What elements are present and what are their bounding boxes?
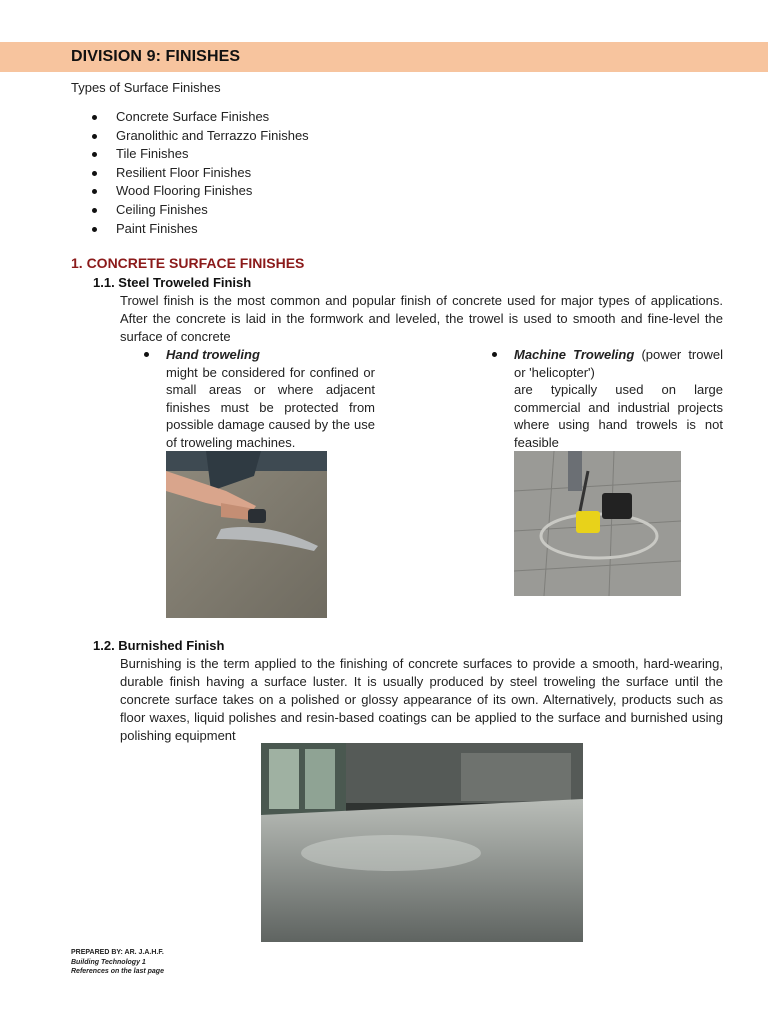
list-item: Granolithic and Terrazzo Finishes <box>90 127 309 146</box>
subheading-burnished: 1.2. Burnished Finish <box>93 638 225 653</box>
machine-troweling-aside: (power trowel or 'helicopter') <box>514 347 724 380</box>
bullet-icon <box>144 352 149 357</box>
footer-prepared-by: PREPARED BY: AR. J.A.H.F. <box>71 949 164 956</box>
machine-troweling-term: Machine Troweling <box>514 347 635 362</box>
list-item: Wood Flooring Finishes <box>90 182 309 201</box>
hand-troweling-term: Hand troweling <box>166 347 260 362</box>
hand-troweling-text: might be considered for confined or small areas or where adjacent finishes must be protected from possible damage caused by the use of troweling machines. <box>166 364 375 450</box>
finish-types-list <box>90 108 309 238</box>
hand-troweling-heading <box>166 346 375 364</box>
paragraph-burnished: Burnishing is the term applied to the finishing of concrete surfaces to provide a smooth, hard-wearing, durable finish having a surface luster. It is usually produced by steel troweling the surface until the concrete surface takes on a polished or glossy appearance of its own. Alternatively, products such as floor waxes, liquid polishes and resin-based coatings can be applied to the surface and burnished using polishing equipment <box>120 656 723 743</box>
list-item: Resilient Floor Finishes <box>90 164 309 183</box>
bullet-icon <box>492 352 497 357</box>
machine-troweling-photo <box>514 451 681 596</box>
machine-troweling-heading <box>514 346 723 381</box>
machine-troweling-block <box>514 346 723 451</box>
footer <box>71 948 164 977</box>
machine-troweling-text: are typically used on large commercial and industrial projects where using hand trowels is not feasible <box>514 382 723 450</box>
subheading-steel-troweled: 1.1. Steel Troweled Finish <box>93 275 252 290</box>
paragraph-steel-troweled: Trowel finish is the most common and popular finish of concrete used for major types of applications. After the concrete is laid in the formwork and leveled, the trowel is used to smooth and fine-level the surface of concrete <box>120 293 723 344</box>
burnished-floor-photo <box>261 743 583 942</box>
list-item: Paint Finishes <box>90 220 309 239</box>
footer-course: Building Technology 1 <box>71 958 146 966</box>
list-item: Ceiling Finishes <box>90 201 309 220</box>
hand-troweling-photo <box>166 451 327 618</box>
footer-references: References on the last page <box>71 968 164 975</box>
page-title: DIVISION 9: FINISHES <box>71 48 241 65</box>
intro-text: Types of Surface Finishes <box>71 80 221 95</box>
list-item: Tile Finishes <box>90 145 309 164</box>
hand-troweling-block <box>166 346 375 451</box>
section-heading-concrete: 1. CONCRETE SURFACE FINISHES <box>71 255 305 271</box>
title-banner <box>0 42 768 72</box>
list-item: Concrete Surface Finishes <box>90 108 309 127</box>
